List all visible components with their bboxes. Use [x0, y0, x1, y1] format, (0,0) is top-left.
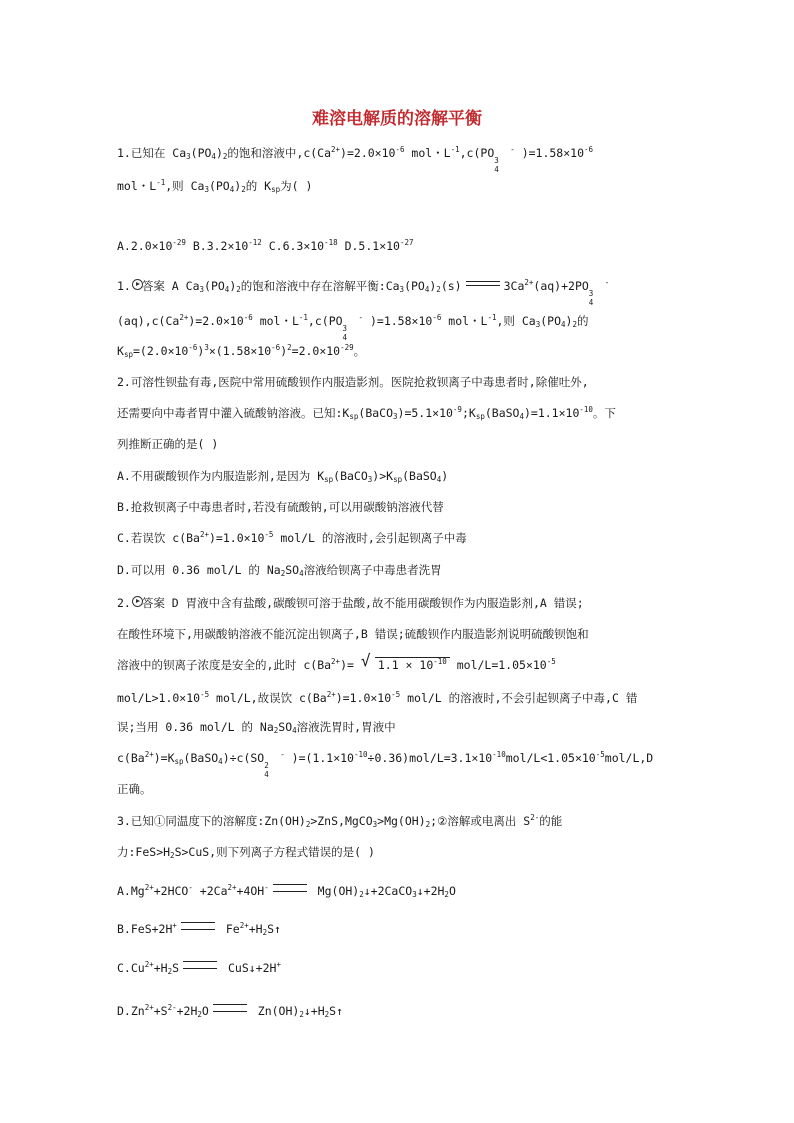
- q3-option-b: B.FeS+2H+ $Fe^{2+}+H_2S↑$: [117, 921, 281, 937]
- q1-options: $A.2.0\times 10^{-29}$ $B.3.2\times 10^{-12}$ $C.6.3\times 10^{-18}$ $D.5.1\times 10^{-27}$: [117, 238, 414, 253]
- a2-line-2: 在酸性环境下,用碳酸钠溶液不能沉淀出钡离子,B 错误;硫酸钡作内服造影剂说明硫酸钡饱和: [117, 627, 589, 641]
- q2-line-2: 还需要向中毒者胃中灌入硫酸钠溶液。已知$:K_{sp}(BaCO_3)=5.1\times 10^{-9};K_{sp}(BaSO_4)=1.1\times 10^{-10}$。下: [117, 405, 616, 421]
- q1-line-1: 1.已知在 $Ca_3(PO_4)_2$的饱和溶液中$,c(Ca^{2+})=2.0\times 10^{-6}$ mol・$L^{-1},c(PO$ 3 4 - )$=1.58\times 10^{-6}$: [117, 145, 594, 174]
- q3-line-2: 力$:FeS>H_2S>CuS$,则下列离子方程式错误的是( ): [117, 845, 375, 860]
- q2-option-c: C.若误饮 $c(Ba^{2+})=1.0\times 10^{-5}$ mol/L 的溶液时,会引起钡离子中毒: [117, 530, 467, 545]
- page-title: 难溶电解质的溶解平衡: [312, 109, 482, 129]
- equals-sign-icon: [181, 922, 215, 930]
- q1-line-2: mol・$L^{-1}$,则 $Ca_3(PO_4)_2$的 $K_{sp}$为( ): [117, 178, 313, 194]
- q2-option-b: B.抢救钡离子中毒患者时,若没有硫酸钠,可以用碳酸钠溶液代替: [117, 500, 444, 514]
- a2-line-7: 正确。: [117, 782, 152, 796]
- a2-line-6: $c(Ba^{2+})=K_{sp}(BaSO_4)\div c(SO$ 2 4 - )$=(1.1\times 10^{-10}\div 0.36)mol/L=3.1\times 10^{-10}mol/L<1.05\times 10^{-5}mol/L,D$: [117, 750, 654, 779]
- a2-line-4: mol/$L>1.0\times 10^{-5}$ mol/L,故误饮 $c(Ba^{2+})=1.0\times 10^{-5}$ mol/L 的溶液时,不会引起钡离子中毒,C 错: [117, 690, 638, 705]
- q3-option-a: $A.Mg^{2+}+2HCO^- +2Ca^{2+}+4OH^-$ $Mg(OH)_2↓+2CaCO_3↓+2H_2O$: [117, 883, 456, 899]
- q2-line-1: 2.可溶性钡盐有毒,医院中常用硫酸钡作内服造影剂。医院抢救钡离子中毒患者时,除催吐外,: [117, 375, 589, 389]
- equals-sign-icon: [273, 884, 307, 892]
- pencil-icon: [131, 596, 142, 608]
- a1-line-2: $(aq),c(Ca^{2+})=2.0\times 10^{-6}$ mol・$L^{-1},c(PO$ 3 4 - )$=1.58\times 10^{-6}$ mol・$L^{-1}$,则 $Ca_3(PO_4)_2$的: [117, 313, 589, 342]
- a2-line-3: 溶液中的钡离子浓度是安全的,此时 $c(Ba^{2+})=$ √ $1.1 \times 10^{-10}$ mol/$L=1.05\times 10^{-5}$: [117, 655, 556, 675]
- pencil-icon: [131, 279, 142, 291]
- q3-line-1: 3.已知①同温度下的溶解度$:Zn(OH)_2>ZnS,MgCO_3>Mg(OH)_2;②$溶解或电离出 $S^{2-}$的能: [117, 813, 563, 829]
- q3-option-d: $D.Zn^{2+}+S^{2-}+2H_2O$ $Zn(OH)_2↓+H_2S↑$: [117, 1003, 343, 1019]
- equals-sign-icon: [213, 1004, 247, 1012]
- equilibrium-arrow-icon: [466, 280, 500, 288]
- a2-line-1: 2. 答案 D 胃液中含有盐酸,碳酸钡可溶于盐酸,故不能用碳酸钡作为内服造影剂,A 错误;: [117, 596, 584, 610]
- q2-option-d: D.可以用 0.36 mol/L 的 $Na_2SO_4$溶液给钡离子中毒患者洗胃: [117, 563, 442, 578]
- square-root-expression: √ $1.1 \times 10^{-10}$: [361, 655, 450, 675]
- q2-line-3: 列推断正确的是( ): [117, 437, 219, 451]
- equals-sign-icon: [183, 961, 217, 969]
- a1-line-3: $K_{sp}=(2.0\times 10^{-6})^3\times(1.58\times 10^{-6})^2=2.0\times 10^{-29}$。: [117, 343, 366, 359]
- a1-line-1: 1. 答案 A $Ca_3(PO_4)_2$的饱和溶液中存在溶解平衡$:Ca_3(PO_4)_2(s)$ $3Ca^{2+}(aq)+2PO$ 3 4 -: [117, 278, 610, 307]
- q2-option-a: A.不用碳酸钡作为内服造影剂,是因为 $K_{sp}(BaCO_3)>K_{sp}(BaSO_4)$: [117, 469, 449, 484]
- q3-option-c: $C.Cu^{2+}+H_2S$ CuS↓+2H+: [117, 960, 281, 976]
- a2-line-5: 误;当用 0.36 mol/L 的 $Na_2SO_4$溶液洗胃时,胃液中: [117, 720, 396, 735]
